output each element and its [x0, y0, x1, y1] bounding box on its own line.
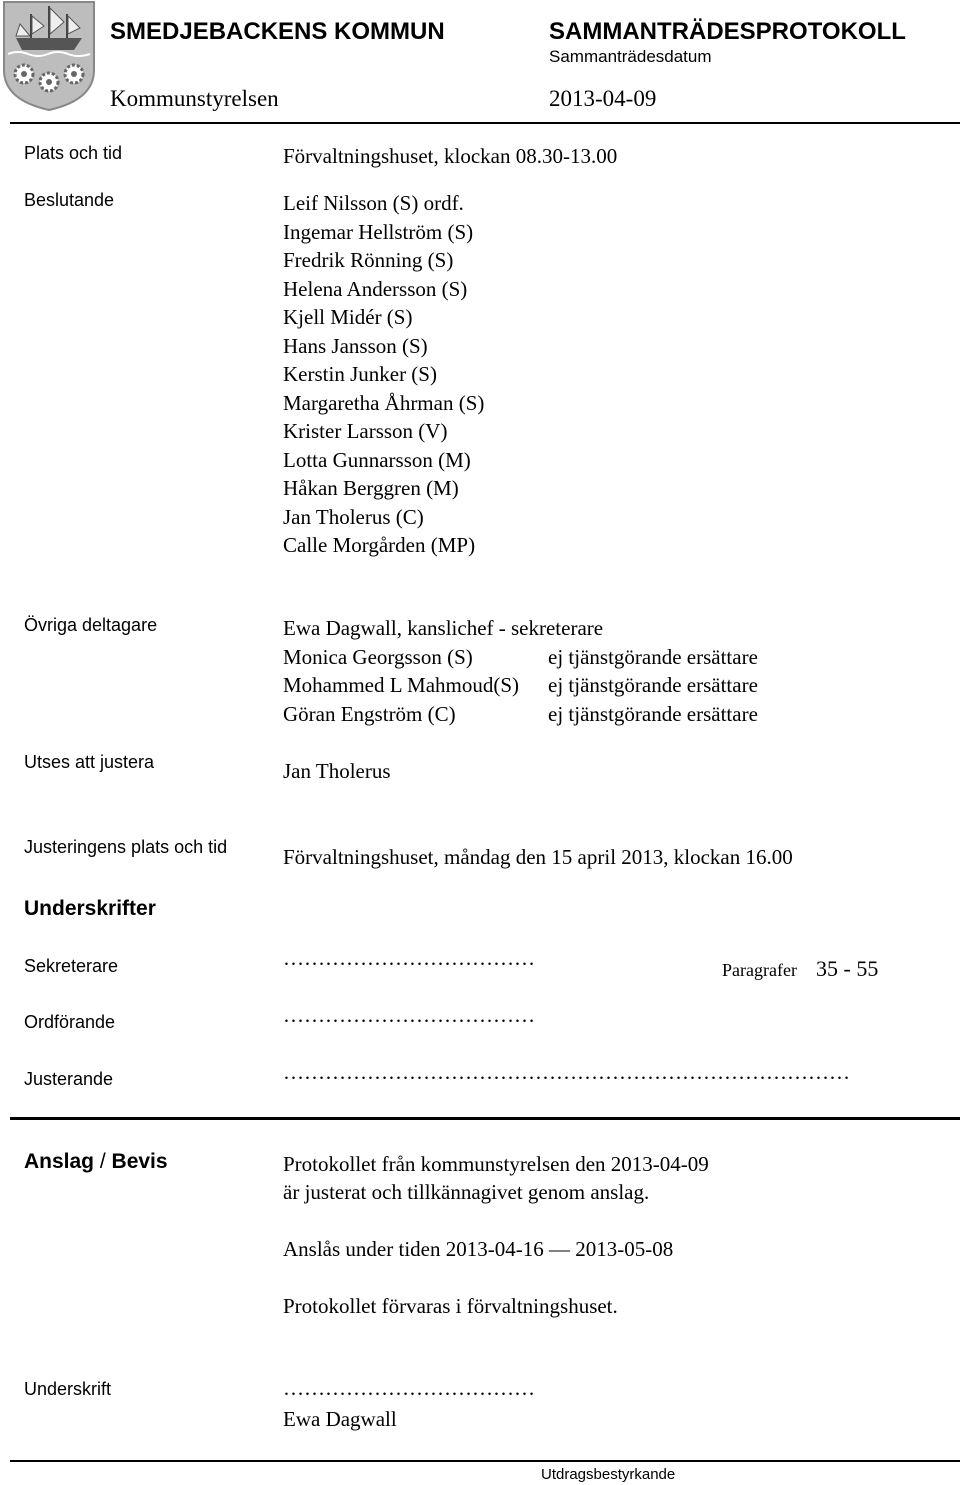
decision-makers-list — [283, 189, 484, 560]
place-time-label: Plats och tid — [24, 143, 123, 163]
notice-heading — [24, 1150, 168, 1174]
other-participants-label: Övriga deltagare — [24, 615, 158, 635]
notice-heading-separator: / — [94, 1150, 112, 1173]
member-row: Kjell Midér (S) — [283, 305, 413, 329]
header-divider — [10, 122, 960, 124]
footer-certification: Utdragsbestyrkande — [541, 1466, 676, 1483]
secretary-label: Sekreterare — [24, 956, 119, 976]
notice-posting-period: Anslås under tiden 2013-04-16 — 2013-05-08 — [283, 1237, 674, 1261]
participant-role: ej tjänstgörande ersättare — [548, 645, 758, 669]
member-row: Ingemar Hellström (S) — [283, 219, 474, 244]
document-type: SAMMANTRÄDESPROTOKOLL — [549, 18, 906, 45]
committee-name: Kommunstyrelsen — [110, 86, 279, 111]
signature-label: Underskrift — [24, 1379, 112, 1399]
signatures-heading: Underskrifter — [24, 897, 156, 920]
member-row: Margaretha Åhrman (S) — [283, 390, 485, 415]
municipality-name: SMEDJEBACKENS KOMMUN — [110, 18, 445, 45]
notice-line-1: Protokollet från kommunstyrelsen den 2013-04-09 — [283, 1152, 709, 1176]
member-row: Håkan Berggren (M) — [283, 476, 459, 500]
participant-role: ej tjänstgörande ersättare — [548, 673, 758, 697]
secretary-signature-line: ……………………………… — [283, 946, 535, 970]
notice-heading-part1: Anslag — [24, 1150, 95, 1173]
adjuster-signature-line: ……………………………………………………………………… — [283, 1060, 850, 1084]
decision-makers-label: Beslutande — [24, 190, 115, 210]
member-row: Jan Tholerus (C) — [283, 504, 424, 529]
notice-line-2: är justerat och tillkännagivet genom anslag. — [283, 1180, 650, 1204]
chair-signature-line: ……………………………… — [283, 1003, 535, 1027]
meeting-date: 2013-04-09 — [549, 86, 657, 111]
paragraphs-value: 35 - 55 — [816, 956, 879, 981]
member-row: Fredrik Rönning (S) — [283, 248, 454, 272]
notice-heading-part2: Bevis — [111, 1150, 168, 1173]
adjuster-name: Jan Tholerus — [283, 759, 391, 783]
paragraphs-label: Paragrafer — [722, 960, 797, 980]
member-row: Helena Andersson (S) — [283, 276, 468, 301]
member-row: Kerstin Junker (S) — [283, 362, 437, 386]
municipality-coat-of-arms — [2, 0, 96, 112]
notice-storage: Protokollet förvaras i förvaltningshuset. — [283, 1294, 618, 1318]
participant-name: Mohammed L Mahmoud(S) — [283, 673, 520, 697]
adjustment-place-label: Justeringens plats och tid — [24, 837, 228, 857]
place-time-value: Förvaltningshuset, klockan 08.30-13.00 — [283, 144, 618, 168]
participant-role: ej tjänstgörande ersättare — [548, 702, 758, 726]
signer-name: Ewa Dagwall — [283, 1407, 397, 1431]
adjustment-place-value: Förvaltningshuset, måndag den 15 april 2013, klockan 16.00 — [283, 845, 793, 869]
meeting-date-label: Sammanträdesdatum — [549, 47, 712, 66]
participant-name: Göran Engström (C) — [283, 702, 456, 726]
member-row: Krister Larsson (V) — [283, 419, 448, 443]
participant-name: Monica Georgsson (S) — [283, 645, 473, 669]
adjuster-label: Utses att justera — [24, 752, 155, 772]
participant-name: Ewa Dagwall, kanslichef - sekreterare — [283, 616, 604, 640]
footer-divider — [10, 1460, 960, 1462]
notice-divider — [10, 1117, 960, 1120]
member-row: Leif Nilsson (S) ordf. — [283, 191, 464, 215]
member-row: Hans Jansson (S) — [283, 333, 428, 358]
member-row: Calle Morgården (MP) — [283, 533, 476, 557]
chair-label: Ordförande — [24, 1012, 116, 1032]
adjuster-signature-label: Justerande — [24, 1069, 114, 1089]
member-row: Lotta Gunnarsson (M) — [283, 447, 471, 472]
notice-signature-line: ……………………………… — [283, 1376, 535, 1400]
